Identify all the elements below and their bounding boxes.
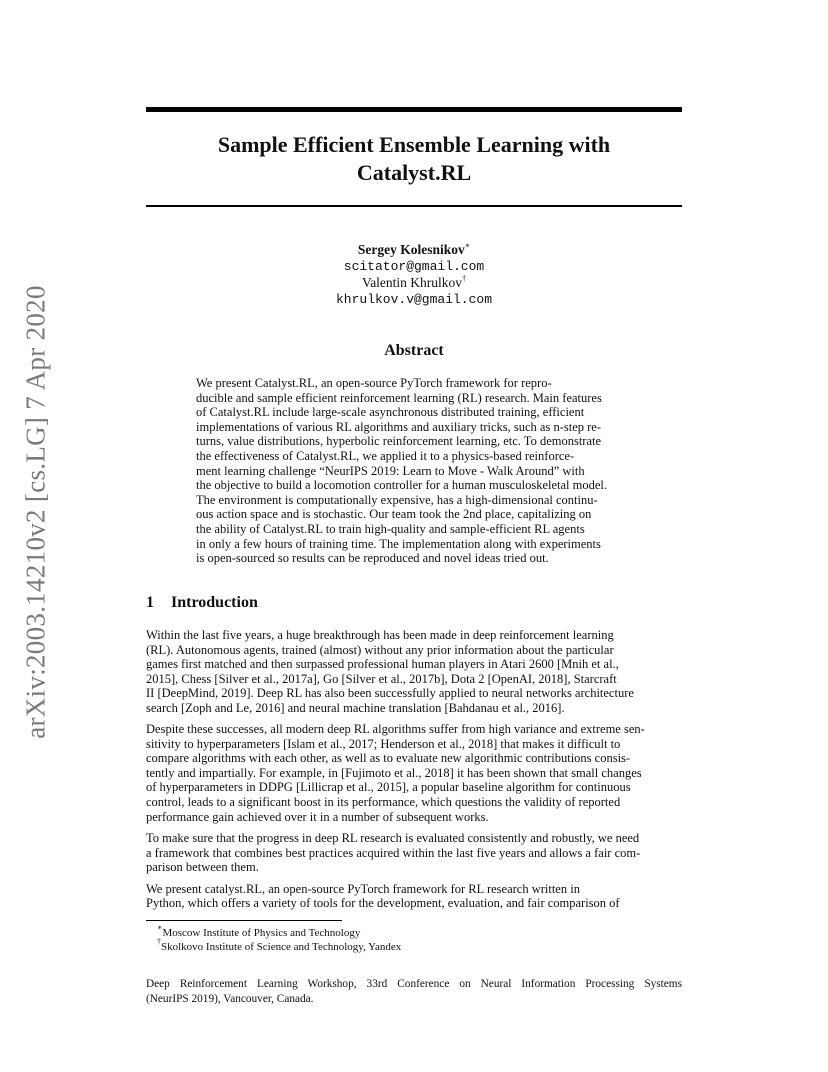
footnote-text: Moscow Institute of Physics and Technology	[162, 927, 361, 939]
text-line: performance gain achieved over it in a number of subsequent works.	[146, 809, 489, 824]
author-2	[146, 275, 682, 292]
abstract-line: We present Catalyst.RL, an open-source PyTorch framework for repro-	[196, 376, 552, 390]
text-line: a framework that combines best practices acquired within the last five years and allows a fair com-	[146, 845, 641, 860]
section-title: Introduction	[171, 594, 258, 611]
title-top-rule	[146, 107, 682, 112]
author-1	[146, 242, 682, 259]
abstract-line: ment learning challenge “NeurIPS 2019: Learn to Move - Walk Around” with	[196, 463, 585, 478]
footnote-mark: †	[157, 937, 161, 946]
venue-note	[146, 977, 682, 1006]
abstract-line: ducible and sample efficient reinforcement learning (RL) research. Main features	[196, 390, 602, 405]
footnote	[157, 937, 402, 954]
footnote-mark: ∗	[157, 923, 163, 932]
text-line: Despite these successes, all modern deep RL algorithms suffer from high variance and extreme sen-	[146, 722, 645, 737]
section-number: 1	[146, 594, 154, 611]
abstract-line: ous action space and is stochastic. Our team took the 2nd place, capitalizing on	[196, 507, 592, 522]
text-line: parison between them.	[146, 860, 259, 875]
text-line: games first matched and then surpassed professional human players in Atari 2600 [Mnih et al.,	[146, 657, 619, 672]
paragraph	[146, 831, 682, 875]
author-2-mark: †	[462, 274, 467, 283]
paper-title-line: Sample Efficient Ensemble Learning with	[217, 132, 611, 157]
abstract-heading: Abstract	[384, 342, 444, 359]
arxiv-identifier-text: arXiv:2003.14210v2 [cs.LG] 7 Apr 2020	[20, 285, 51, 739]
abstract-line: the objective to build a locomotion controller for a human musculoskeletal model.	[196, 478, 608, 493]
abstract-body	[196, 376, 632, 566]
text-line: compare algorithms with each other, as well as to evaluate new algorithmic contributions consis-	[146, 751, 631, 766]
abstract-line: turns, value distributions, hyperbolic reinforcement learning, etc. To demonstrate	[196, 434, 602, 449]
author-2-name: Valentin Khrulkov	[361, 275, 463, 290]
text-line: Within the last five years, a huge breakthrough has been made in deep reinforcement learning	[146, 628, 614, 642]
paragraph	[146, 722, 682, 824]
footnotes	[157, 923, 402, 954]
venue-line: (NeurIPS 2019), Vancouver, Canada.	[146, 992, 314, 1005]
paragraph	[146, 628, 682, 715]
text-line: (RL). Autonomous agents, trained (almost) without any prior information about the particular	[146, 642, 614, 657]
title-bottom-rule	[146, 205, 682, 207]
author-1-mark: ∗	[464, 241, 471, 250]
footnote-rule	[146, 920, 342, 921]
paper-title-line: Catalyst.RL	[356, 160, 472, 185]
text-line: tently and impartially. For example, in [Fujimoto et al., 2018] it has been shown that small changes	[146, 765, 642, 780]
abstract-line: implementations of various RL algorithms and auxiliary tricks, such as n-step re-	[196, 419, 601, 434]
author-block	[146, 242, 682, 308]
author-1-name: Sergey Kolesnikov	[357, 242, 465, 257]
text-line: of hyperparameters in DDPG [Lillicrap et al., 2015], a popular baseline algorithm for continuous	[146, 780, 631, 795]
abstract-line: of Catalyst.RL include large-scale asynchronous distributed training, efficient	[196, 405, 585, 420]
text-line: sitivity to hyperparameters [Islam et al., 2017; Henderson et al., 2018] that makes it difficult to	[146, 736, 621, 751]
footnote	[157, 923, 401, 940]
author-2-email[interactable]: khrulkov.v@gmail.com	[335, 291, 493, 307]
introduction-body	[146, 628, 682, 918]
text-line: To make sure that the progress in deep RL research is evaluated consistently and robustly, we need	[146, 831, 640, 846]
abstract-line: is open-sourced so results can be reproduced and novel ideas tried out.	[196, 551, 549, 566]
abstract-line: the ability of Catalyst.RL to train high-quality and sample-efficient RL agents	[196, 521, 585, 536]
abstract-line: The environment is computationally expensive, has a high-dimensional continu-	[196, 492, 598, 507]
footnote-text: Skolkovo Institute of Science and Technology, Yandex	[161, 941, 402, 953]
abstract-line: the effectiveness of Catalyst.RL, we applied it to a physics-based reinforce-	[196, 448, 575, 463]
paper-title	[146, 131, 682, 187]
text-line: 2015], Chess [Silver et al., 2017a], Go [Silver et al., 2017b], Dota 2 [OpenAI, 2018], Starcraft	[146, 671, 617, 686]
author-1-email[interactable]: scitator@gmail.com	[343, 258, 485, 274]
section-heading	[146, 594, 258, 612]
text-line: We present catalyst.RL, an open-source PyTorch framework for RL research written in	[146, 881, 580, 896]
text-line: search [Zoph and Le, 2016] and neural machine translation [Bahdanau et al., 2016].	[146, 700, 565, 715]
text-line: control, leads to a significant boost in its performance, which questions the validity of reported	[146, 795, 621, 810]
paragraph	[146, 882, 682, 911]
text-line: Python, which offers a variety of tools for the development, evaluation, and fair comparison of	[146, 896, 620, 911]
abstract-line: in only a few hours of training time. The implementation along with experiments	[196, 536, 601, 551]
venue-line: Deep Reinforcement Learning Workshop, 33rd Conference on Neural Information Processing Systems	[146, 978, 682, 990]
text-line: II [DeepMind, 2019]. Deep RL has also been successfully applied to neural networks architecture	[146, 686, 634, 701]
